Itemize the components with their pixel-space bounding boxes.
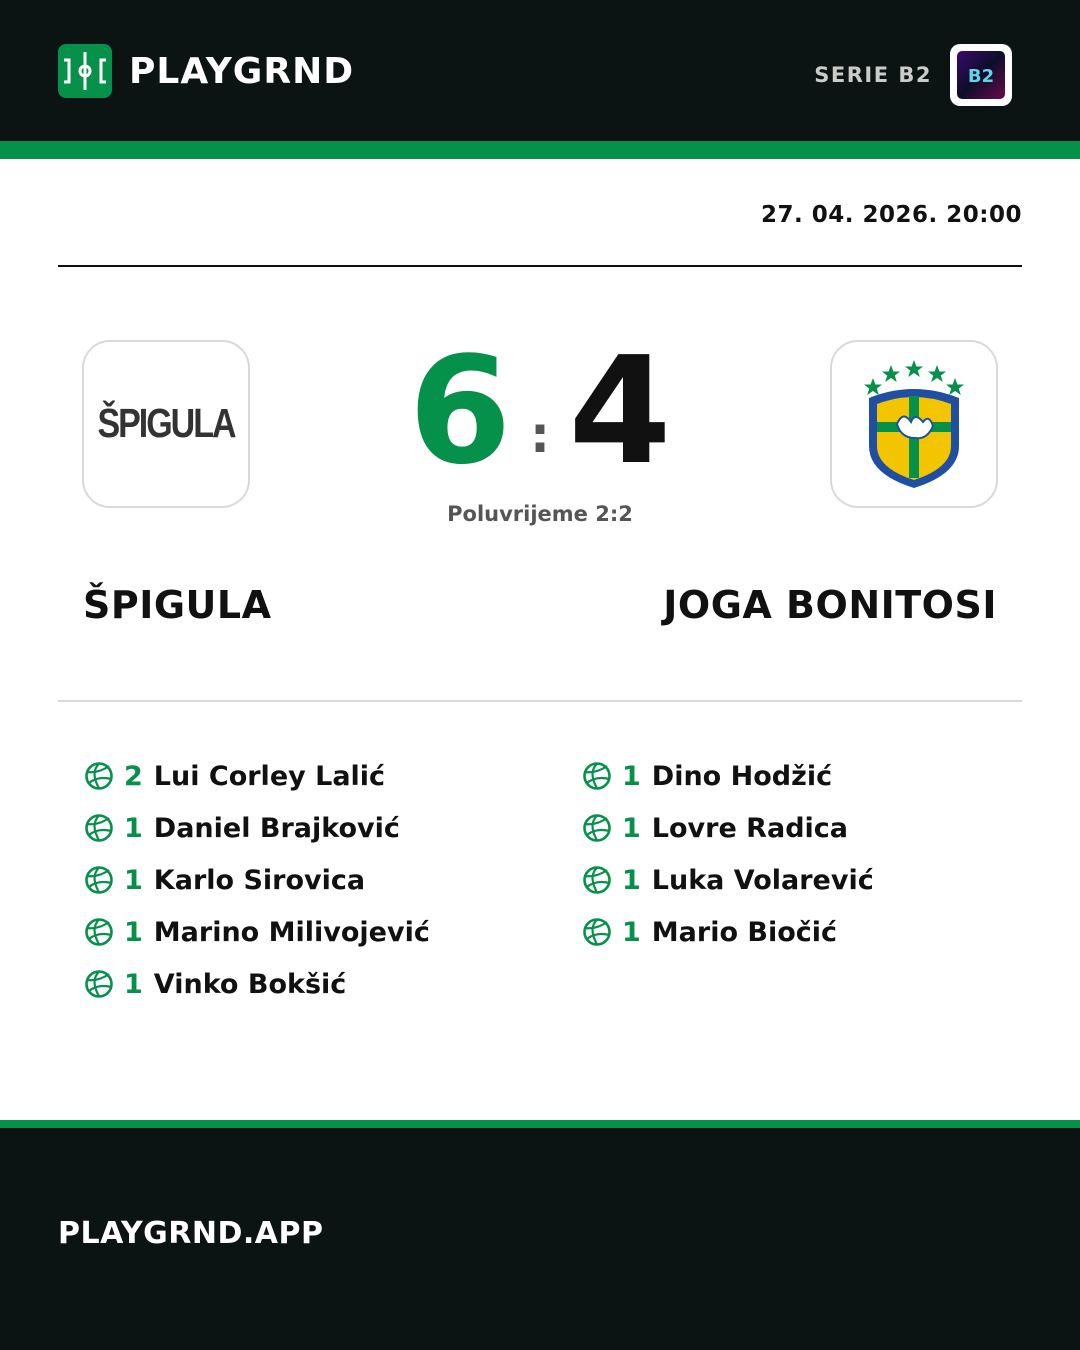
soccer-ball-icon [582,917,612,947]
scorer-goals: 1 [622,916,641,948]
scorer-goals: 1 [124,812,143,844]
away-team-crest[interactable] [830,340,998,508]
away-team-name[interactable]: JOGA BONITOSI [663,583,997,627]
scorer-name: Lui Corley Lalić [153,760,386,792]
home-team-crest[interactable] [82,340,250,508]
scorer-goals: 1 [622,864,641,896]
scorer-name: Luka Volarević [651,864,874,896]
home-team-name[interactable]: ŠPIGULA [83,583,272,627]
league-badge-text: B2 [967,66,995,87]
brand[interactable] [58,44,354,98]
scorer-goals: 1 [124,968,143,1000]
scorer-goals: 1 [622,760,641,792]
away-score: 4 [568,325,672,497]
scorer-name: Marino Milivojević [153,916,430,948]
scorer-name: Daniel Brajković [153,812,400,844]
scorer-row[interactable] [582,802,874,854]
match-datetime: 27. 04. 2026. 20:00 [761,202,1022,228]
scorer-name: Lovre Radica [651,812,848,844]
away-scorers-list [582,750,874,958]
scorer-goals: 1 [622,812,641,844]
score-separator: : [530,406,550,464]
scorer-goals: 2 [124,760,143,792]
league-name: SERIE B2 [814,63,932,87]
divider [58,265,1022,267]
soccer-ball-icon [582,813,612,843]
home-scorers-list [84,750,430,1010]
scorer-row[interactable] [582,906,874,958]
shield-stars-icon [859,354,969,494]
soccer-ball-icon [582,865,612,895]
scorer-row[interactable] [84,958,430,1010]
soccer-ball-icon [84,969,114,999]
league [814,44,1012,106]
home-crest-text: ŠPIGULA [97,400,235,447]
scorer-row[interactable] [84,854,430,906]
soccer-ball-icon [84,761,114,791]
scorer-row[interactable] [84,750,430,802]
scorer-row[interactable] [84,802,430,854]
scorer-name: Mario Biočić [651,916,838,948]
scorer-row[interactable] [84,906,430,958]
footer-stripe [0,1120,1080,1128]
scorer-name: Dino Hodžić [651,760,833,792]
footer-url[interactable]: PLAYGRND.APP [58,1216,324,1251]
scorer-name: Vinko Bokšić [153,968,347,1000]
soccer-ball-icon [582,761,612,791]
brand-name: PLAYGRND [129,50,355,92]
divider [58,700,1022,702]
soccer-ball-icon [84,917,114,947]
scorer-name: Karlo Sirovica [153,864,366,896]
scorer-row[interactable] [582,854,874,906]
scorer-goals: 1 [124,864,143,896]
soccer-ball-icon [84,813,114,843]
home-score: 6 [408,325,512,497]
league-badge [950,44,1012,106]
halftime-score: Poluvrijeme 2:2 [447,502,633,526]
header-stripe [0,141,1080,159]
scorer-goals: 1 [124,916,143,948]
soccer-ball-icon [84,865,114,895]
pitch-icon [58,44,112,98]
scorer-row[interactable] [582,750,874,802]
